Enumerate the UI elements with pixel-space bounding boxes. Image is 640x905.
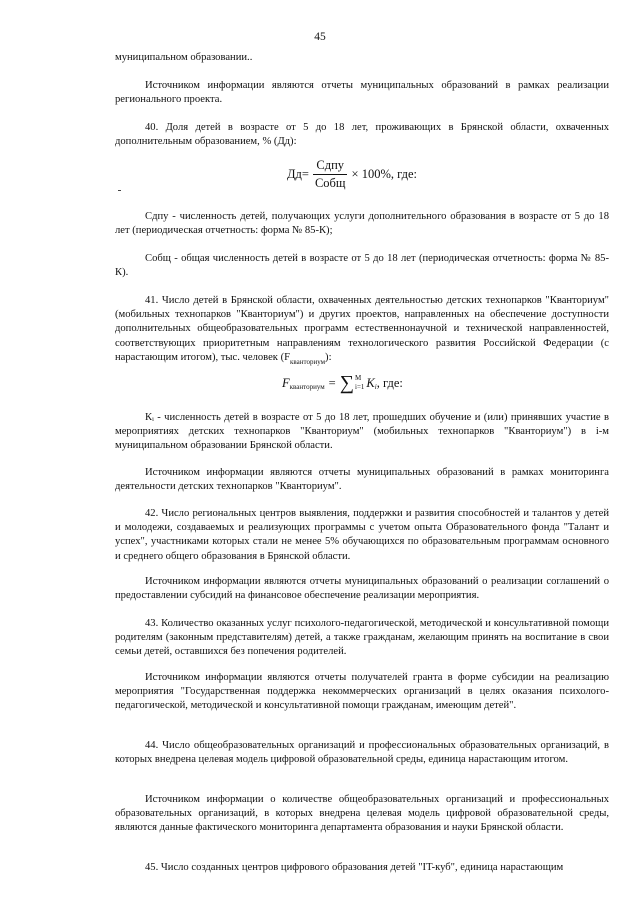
formula-dd-numerator: Сдпу bbox=[313, 158, 347, 175]
formula-f-subscript: кванториум bbox=[289, 383, 325, 391]
formula-sigma: ∑ bbox=[339, 372, 354, 394]
item-41-subscript: кванториум bbox=[290, 357, 326, 366]
scan-mark bbox=[118, 190, 121, 191]
paragraph-item-45: 45. Число созданных центров цифрового образования детей "IT-куб", единица нарастающим bbox=[145, 862, 564, 873]
paragraph-source-grant: Источником информации являются отчеты получателей гранта в форме субсидии на реализацию мероприятия "Государственная поддержка некоммерческих организаций в целях оказания психолого-педагогической, методической и консультативной помощи гражданам, имеющим детей". bbox=[115, 672, 609, 712]
formula-lower-limit: i=1 bbox=[355, 383, 365, 391]
formula-kvantorium bbox=[282, 373, 403, 393]
formula-dd-denominator: Собщ bbox=[314, 176, 346, 190]
formula-k: K bbox=[366, 375, 375, 390]
paragraph-source-monitoring: Источником информации о количестве общеобразовательных организаций и профессиональных образовательных организаций, в которых внедрена целевая модель цифровой образовательной среды, являются данные фактического мониторинга департамента образования и науки Брянской области. bbox=[115, 794, 609, 834]
formula-dd bbox=[287, 158, 417, 191]
formula-upper-limit: M bbox=[355, 374, 362, 382]
formula-dd-fraction bbox=[312, 158, 349, 191]
paragraph-source-subsidies: Источником информации являются отчеты муниципальных образований о реализации соглашений о предоставлении субсидий на финансовое обеспечение реализации мероприятия. bbox=[115, 576, 609, 602]
formula-dd-rhs: × 100%, где: bbox=[351, 167, 417, 181]
formula-limits bbox=[355, 374, 364, 392]
paragraph-item-43: 43. Количество оказанных услуг психолого-педагогической, методической и консультативной помощи родителям (законным представителям) детей, а также гражданам, желающим принять на воспитание в свои семьи детей, оставшихся без попечения родителей. bbox=[115, 618, 609, 658]
paragraph-ki-definition: Кᵢ - численность детей в возрасте от 5 до 18 лет, прошедших обучение и (или) принявших участие в мероприятиях детских технопарков "Кванториум" (мобильных технопарков "Кванториум") в i-м муниципальном образовании Брянской области. bbox=[115, 412, 609, 452]
item-41-end: ): bbox=[325, 351, 332, 363]
item-41-text: 41. Число детей в Брянской области, охваченных деятельностью детских технопарков "Кванториум" (мобильных технопарков "Кванториум") и других проектов, направленных на обеспечение доступности дополнительных общеобразовательных программ естественнонаучной и технической направленностей, соответствующих приоритетным направлениям технологического развития Российской Федерации (с нарастающим итогом), тыс. человек (F bbox=[115, 295, 609, 363]
paragraph-item-42: 42. Число региональных центров выявления, поддержки и развития способностей и талантов у детей и молодежи, создаваемых и реализующих программы с учетом опыта Образовательного фонда "Талант и успех", участниками которых стали не менее 5% обучающихся по образовательным программам основного и среднего общего образования в Брянской области. bbox=[115, 508, 609, 562]
paragraph-source-regional: Источником информации являются отчеты муниципальных образований в рамках реализации регионального проекта. bbox=[115, 80, 609, 106]
paragraph-item-41 bbox=[115, 294, 609, 365]
paragraph-sobshch-definition: Собщ - общая численность детей в возрасте от 5 до 18 лет (периодическая отчетность: форма № 85-К). bbox=[115, 253, 609, 279]
paragraph-sdpu-definition: Сдпу - численность детей, получающих услуги дополнительного образования в возрасте от 5 до 18 лет (периодическая отчетность: форма № 85-К); bbox=[115, 211, 609, 237]
formula-dd-lhs: Дд= bbox=[287, 167, 309, 181]
formula-tail: , где: bbox=[376, 375, 403, 390]
formula-equals: = bbox=[328, 375, 336, 390]
formula-f: F bbox=[282, 375, 290, 390]
paragraph-item-40: 40. Доля детей в возрасте от 5 до 18 лет, проживающих в Брянской области, охваченных дополнительным образованием, % (Дд): bbox=[115, 122, 609, 148]
formula-k-subscript: i bbox=[374, 383, 377, 391]
paragraph-continuation: муниципальном образовании.. bbox=[115, 52, 253, 63]
page-number: 45 bbox=[314, 31, 326, 43]
paragraph-source-kvantorium: Источником информации являются отчеты муниципальных образований в рамках мониторинга деятельности детских технопарков "Кванториум". bbox=[115, 467, 609, 493]
paragraph-item-44: 44. Число общеобразовательных организаций и профессиональных образовательных организаций, в которых внедрена целевая модель цифровой образовательной среды, единица нарастающим итогом. bbox=[115, 740, 609, 766]
